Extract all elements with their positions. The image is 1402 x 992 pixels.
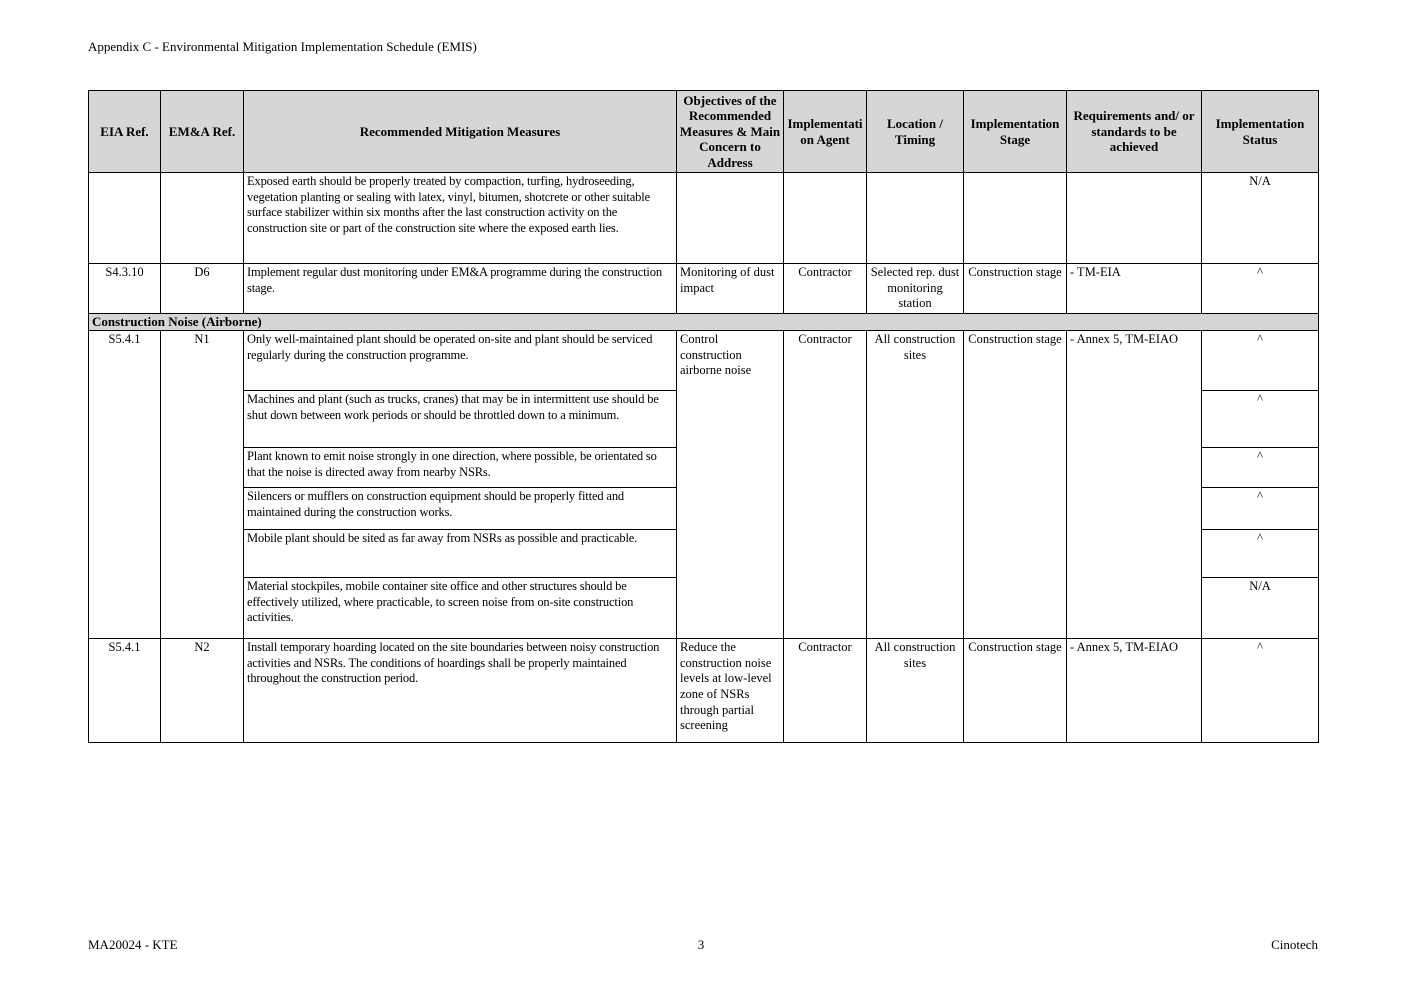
measure-cell: Implement regular dust monitoring under EM&A programme during the construction stage. bbox=[244, 264, 677, 314]
measure-cell: Silencers or mufflers on construction equipment should be properly fitted and maintained during the construction works. bbox=[244, 488, 677, 530]
stage-cell: Construction stage bbox=[964, 639, 1067, 743]
ema-ref-cell: N2 bbox=[161, 639, 244, 743]
stage-cell bbox=[964, 173, 1067, 264]
location-cell bbox=[867, 173, 964, 264]
measure-cell: Material stockpiles, mobile container site office and other structures should be effectively utilized, where practicable, to screen noise from on-site construction activities. bbox=[244, 578, 677, 639]
measure-cell: Exposed earth should be properly treated by compaction, turfing, hydroseeding, vegetation planting or sealing with latex, vinyl, bitumen, shotcrete or other suitable surface stabilizer within six months after the last construction activity on the construction site or part of the construction site where the exposed earth lies. bbox=[244, 173, 677, 264]
column-header-measures: Recommended Mitigation Measures bbox=[244, 91, 677, 173]
objective-cell bbox=[677, 173, 784, 264]
measure-cell: Only well-maintained plant should be operated on-site and plant should be serviced regularly during the construction programme. bbox=[244, 331, 677, 391]
requirements-cell: - TM-EIA bbox=[1067, 264, 1202, 314]
agent-cell bbox=[784, 173, 867, 264]
status-cell: ^ bbox=[1202, 391, 1319, 448]
eia-ref-cell: S5.4.1 bbox=[89, 331, 161, 639]
status-cell: ^ bbox=[1202, 639, 1319, 743]
agent-cell: Contractor bbox=[784, 331, 867, 639]
section-header-label: Construction Noise (Airborne) bbox=[89, 314, 1319, 331]
table-row-n1 bbox=[89, 331, 1319, 391]
objective-cell: Monitoring of dust impact bbox=[677, 264, 784, 314]
location-cell: Selected rep. dust monitoring station bbox=[867, 264, 964, 314]
footer-project-ref: MA20024 - KTE bbox=[88, 937, 178, 952]
column-header-ema-ref: EM&A Ref. bbox=[161, 91, 244, 173]
column-header-requirements: Requirements and/ or standards to be achieved bbox=[1067, 91, 1202, 173]
requirements-cell: - Annex 5, TM-EIAO bbox=[1067, 331, 1202, 639]
table-row-continuation bbox=[89, 173, 1319, 264]
location-cell: All construction sites bbox=[867, 331, 964, 639]
ema-ref-cell: N1 bbox=[161, 331, 244, 639]
ema-ref-cell bbox=[161, 173, 244, 264]
location-cell: All construction sites bbox=[867, 639, 964, 743]
page-title: Appendix C - Environmental Mitigation Implementation Schedule (EMIS) bbox=[88, 39, 477, 54]
ema-ref-cell: D6 bbox=[161, 264, 244, 314]
objective-cell: Control construction airborne noise bbox=[677, 331, 784, 639]
eia-ref-cell: S5.4.1 bbox=[89, 639, 161, 743]
column-header-stage: Implementation Stage bbox=[964, 91, 1067, 173]
objective-cell: Reduce the construction noise levels at low-level zone of NSRs through partial screening bbox=[677, 639, 784, 743]
measure-cell: Install temporary hoarding located on the site boundaries between noisy construction activities and NSRs. The conditions of hoardings shall be properly maintained throughout the construction period. bbox=[244, 639, 677, 743]
stage-cell: Construction stage bbox=[964, 331, 1067, 639]
column-header-status: Implementation Status bbox=[1202, 91, 1319, 173]
requirements-cell: - Annex 5, TM-EIAO bbox=[1067, 639, 1202, 743]
emis-table bbox=[88, 90, 1319, 743]
section-header-row bbox=[89, 314, 1319, 331]
eia-ref-cell bbox=[89, 173, 161, 264]
agent-cell: Contractor bbox=[784, 264, 867, 314]
footer-company-name: Cinotech bbox=[1271, 937, 1318, 952]
column-header-agent: Implementati on Agent bbox=[784, 91, 867, 173]
status-cell: ^ bbox=[1202, 448, 1319, 488]
status-cell: ^ bbox=[1202, 530, 1319, 578]
footer-page-number: 3 bbox=[697, 937, 705, 952]
column-header-location-timing: Location / Timing bbox=[867, 91, 964, 173]
requirements-cell bbox=[1067, 173, 1202, 264]
eia-ref-cell: S4.3.10 bbox=[89, 264, 161, 314]
table-row-n2 bbox=[89, 639, 1319, 743]
measure-cell: Mobile plant should be sited as far away from NSRs as possible and practicable. bbox=[244, 530, 677, 578]
measure-cell: Machines and plant (such as trucks, cranes) that may be in intermittent use should be shut down between work periods or should be throttled down to a minimum. bbox=[244, 391, 677, 448]
status-cell: N/A bbox=[1202, 578, 1319, 639]
measure-cell: Plant known to emit noise strongly in one direction, where possible, be orientated so that the noise is directed away from nearby NSRs. bbox=[244, 448, 677, 488]
header-row bbox=[89, 91, 1319, 173]
status-cell: ^ bbox=[1202, 331, 1319, 391]
status-cell: ^ bbox=[1202, 488, 1319, 530]
table-row-dust-monitoring bbox=[89, 264, 1319, 314]
status-cell: ^ bbox=[1202, 264, 1319, 314]
column-header-eia-ref: EIA Ref. bbox=[89, 91, 161, 173]
column-header-objectives: Objectives of the Recommended Measures & Main Concern to Address bbox=[677, 91, 784, 173]
status-cell: N/A bbox=[1202, 173, 1319, 264]
stage-cell: Construction stage bbox=[964, 264, 1067, 314]
agent-cell: Contractor bbox=[784, 639, 867, 743]
